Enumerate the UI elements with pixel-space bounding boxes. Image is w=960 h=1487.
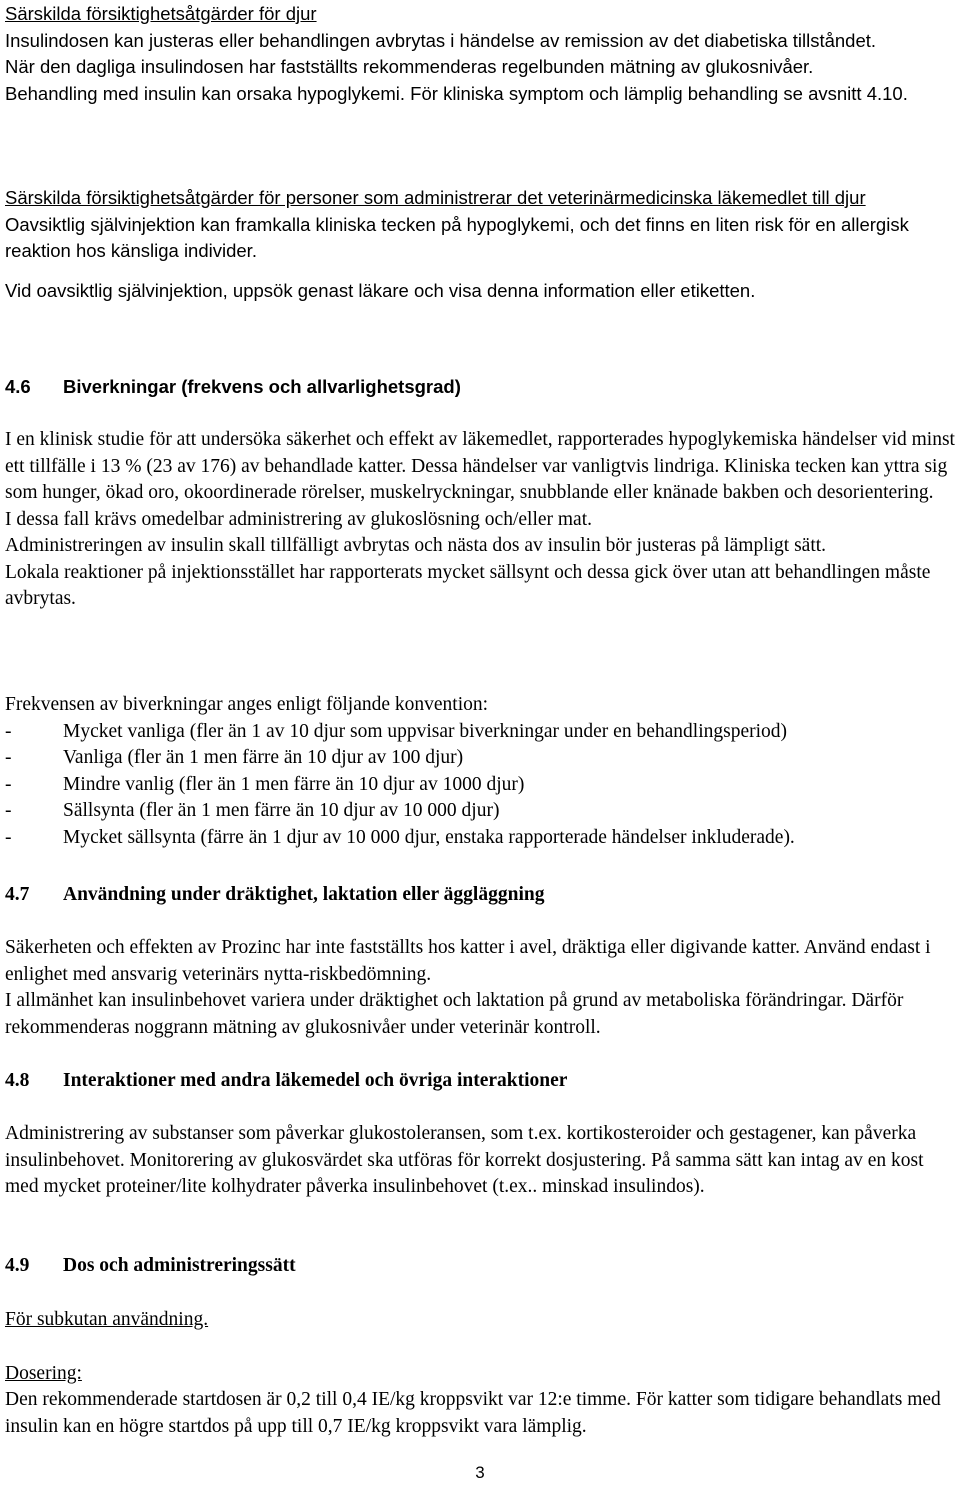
animal-precautions-heading: Särskilda försiktighetsåtgärder för djur [5,3,317,24]
adverse-effects-text-3: Administreringen av insulin skall tillfälligt avbrytas och nästa dos av insulin bör justeras på lämpligt sätt. [5,535,827,556]
user-precautions-text-1: Oavsiktlig självinjektion kan framkalla kliniska tecken på hypoglykemi, och det finns en liten risk för en allergisk reaktion hos känsliga individer. [5,213,909,261]
animal-precautions-text-2: När den dagliga insulindosen har fastställts rekommenderas regelbunden mätning av glukosnivåer. [5,56,814,77]
section-4-9-body [5,1307,955,1440]
list-item: - Mindre vanlig (fler än 1 men färre än 10 djur av 1000 djur) [5,773,525,795]
section-number: 4.7 [5,884,30,905]
dosing-text: Den rekommenderade startdosen är 0,2 till 0,4 IE/kg kroppsvikt var 12:e timme. För katter som tidigare behandlats med insulin kan en högre startdos på upp till 0,7 IE/kg kroppsvikt vara lämplig. [5,1389,941,1437]
section-4-7-body [5,935,955,1041]
section-4-8-body [5,1121,955,1201]
interactions-text: Administrering av substanser som påverkar glukostoleransen, som t.ex. kortikosteroider och gestagener, kan påverka insulinbehovet. Monitorering av glukosvärdet ska utföras för korrekt dosjustering. På samma sätt kan intag av en kost med mycket proteiner/lite kolhydrater påverka insulinbehovet (t.ex.. minskad insulindos). [5,1123,924,1197]
adverse-effects-text-2: I dessa fall krävs omedelbar administrering av glukoslösning och/eller mat. [5,508,593,530]
user-precautions-heading: Särskilda försiktighetsåtgärder för personer som administrerar det veterinärmedicinska läkemedlet till djur [5,187,866,208]
section-number: 4.8 [5,1070,30,1091]
list-item: - Vanliga (fler än 1 men färre än 10 djur av 100 djur) [5,747,464,768]
user-precautions-text-2: Vid oavsiktlig självinjektion, uppsök genast läkare och visa denna information eller etiketten. [5,279,756,301]
section-4-6-heading [5,374,955,401]
section-title: Dos och administreringssätt [63,1255,296,1276]
section-title: Användning under dräktighet, laktation eller äggläggning [63,884,545,905]
animal-precautions-text-1: Insulindosen kan justeras eller behandlingen avbrytas i händelse av remission av det diabetiska tillståndet. [5,29,877,51]
pregnancy-text-1: Säkerheten och effekten av Prozinc har inte fastställts hos katter i avel, dräktiga eller digivande katter. Använd endast i enlighet med ansvarig veterinärs nytta-riskbedömning. [5,937,931,985]
list-item: - Sällsynta (fler än 1 men färre än 10 djur av 10 000 djur) [5,800,500,821]
frequency-intro: Frekvensen av biverkningar anges enligt följande konvention: [5,694,489,715]
section-number: 4.6 [5,376,31,397]
adverse-effects-text-1: I en klinisk studie för att undersöka säkerhet och effekt av läkemedlet, rapporterades hypoglykemiska händelser vid minst ett tillfälle i 13 % (23 av 176) av behandlade katter. Dessa händelser var vanligtvis lindriga. Kliniska tecken kan yttra sig som hunger, ökad oro, okoordinerade rörelser, muskelryckningar, snubblande eller knänade bakben och desorientering. [5,429,955,503]
section-4-9-heading [5,1253,955,1280]
dosing-label: Dosering: [5,1362,82,1384]
list-item: - Mycket vanliga (fler än 1 av 10 djur som uppvisar biverkningar under en behandlingsperiod) [5,720,788,742]
animal-precautions-text-3: Behandling med insulin kan orsaka hypoglykemi. För kliniska symptom och lämplig behandling se avsnitt 4.10. [5,82,908,104]
section-title: Biverkningar (frekvens och allvarlighetsgrad) [63,376,461,397]
section-number: 4.9 [5,1255,30,1276]
frequency-convention [5,692,955,851]
user-precautions-section [5,185,955,304]
route-of-administration: För subkutan användning. [5,1309,209,1330]
page-number: 3 [475,1463,485,1482]
section-4-7-heading [5,882,955,909]
list-item: - Mycket sällsynta (färre än 1 djur av 10 000 djur, enstaka rapporterade händelser inkluderade). [5,826,795,848]
pregnancy-text-2: I allmänhet kan insulinbehovet variera under dräktighet och laktation på grund av metaboliska förändringar. Därför rekommenderas noggrann mätning av glukosnivåer under veterinär kontroll. [5,990,904,1038]
section-4-6-body [5,427,955,613]
adverse-effects-text-4: Lokala reaktioner på injektionsstället har rapporterats mycket sällsynt och dessa gick över utan att behandlingen måste avbrytas. [5,561,931,609]
animal-precautions-section [5,1,955,107]
section-4-8-heading [5,1068,955,1095]
section-title: Interaktioner med andra läkemedel och övriga interaktioner [63,1070,568,1091]
